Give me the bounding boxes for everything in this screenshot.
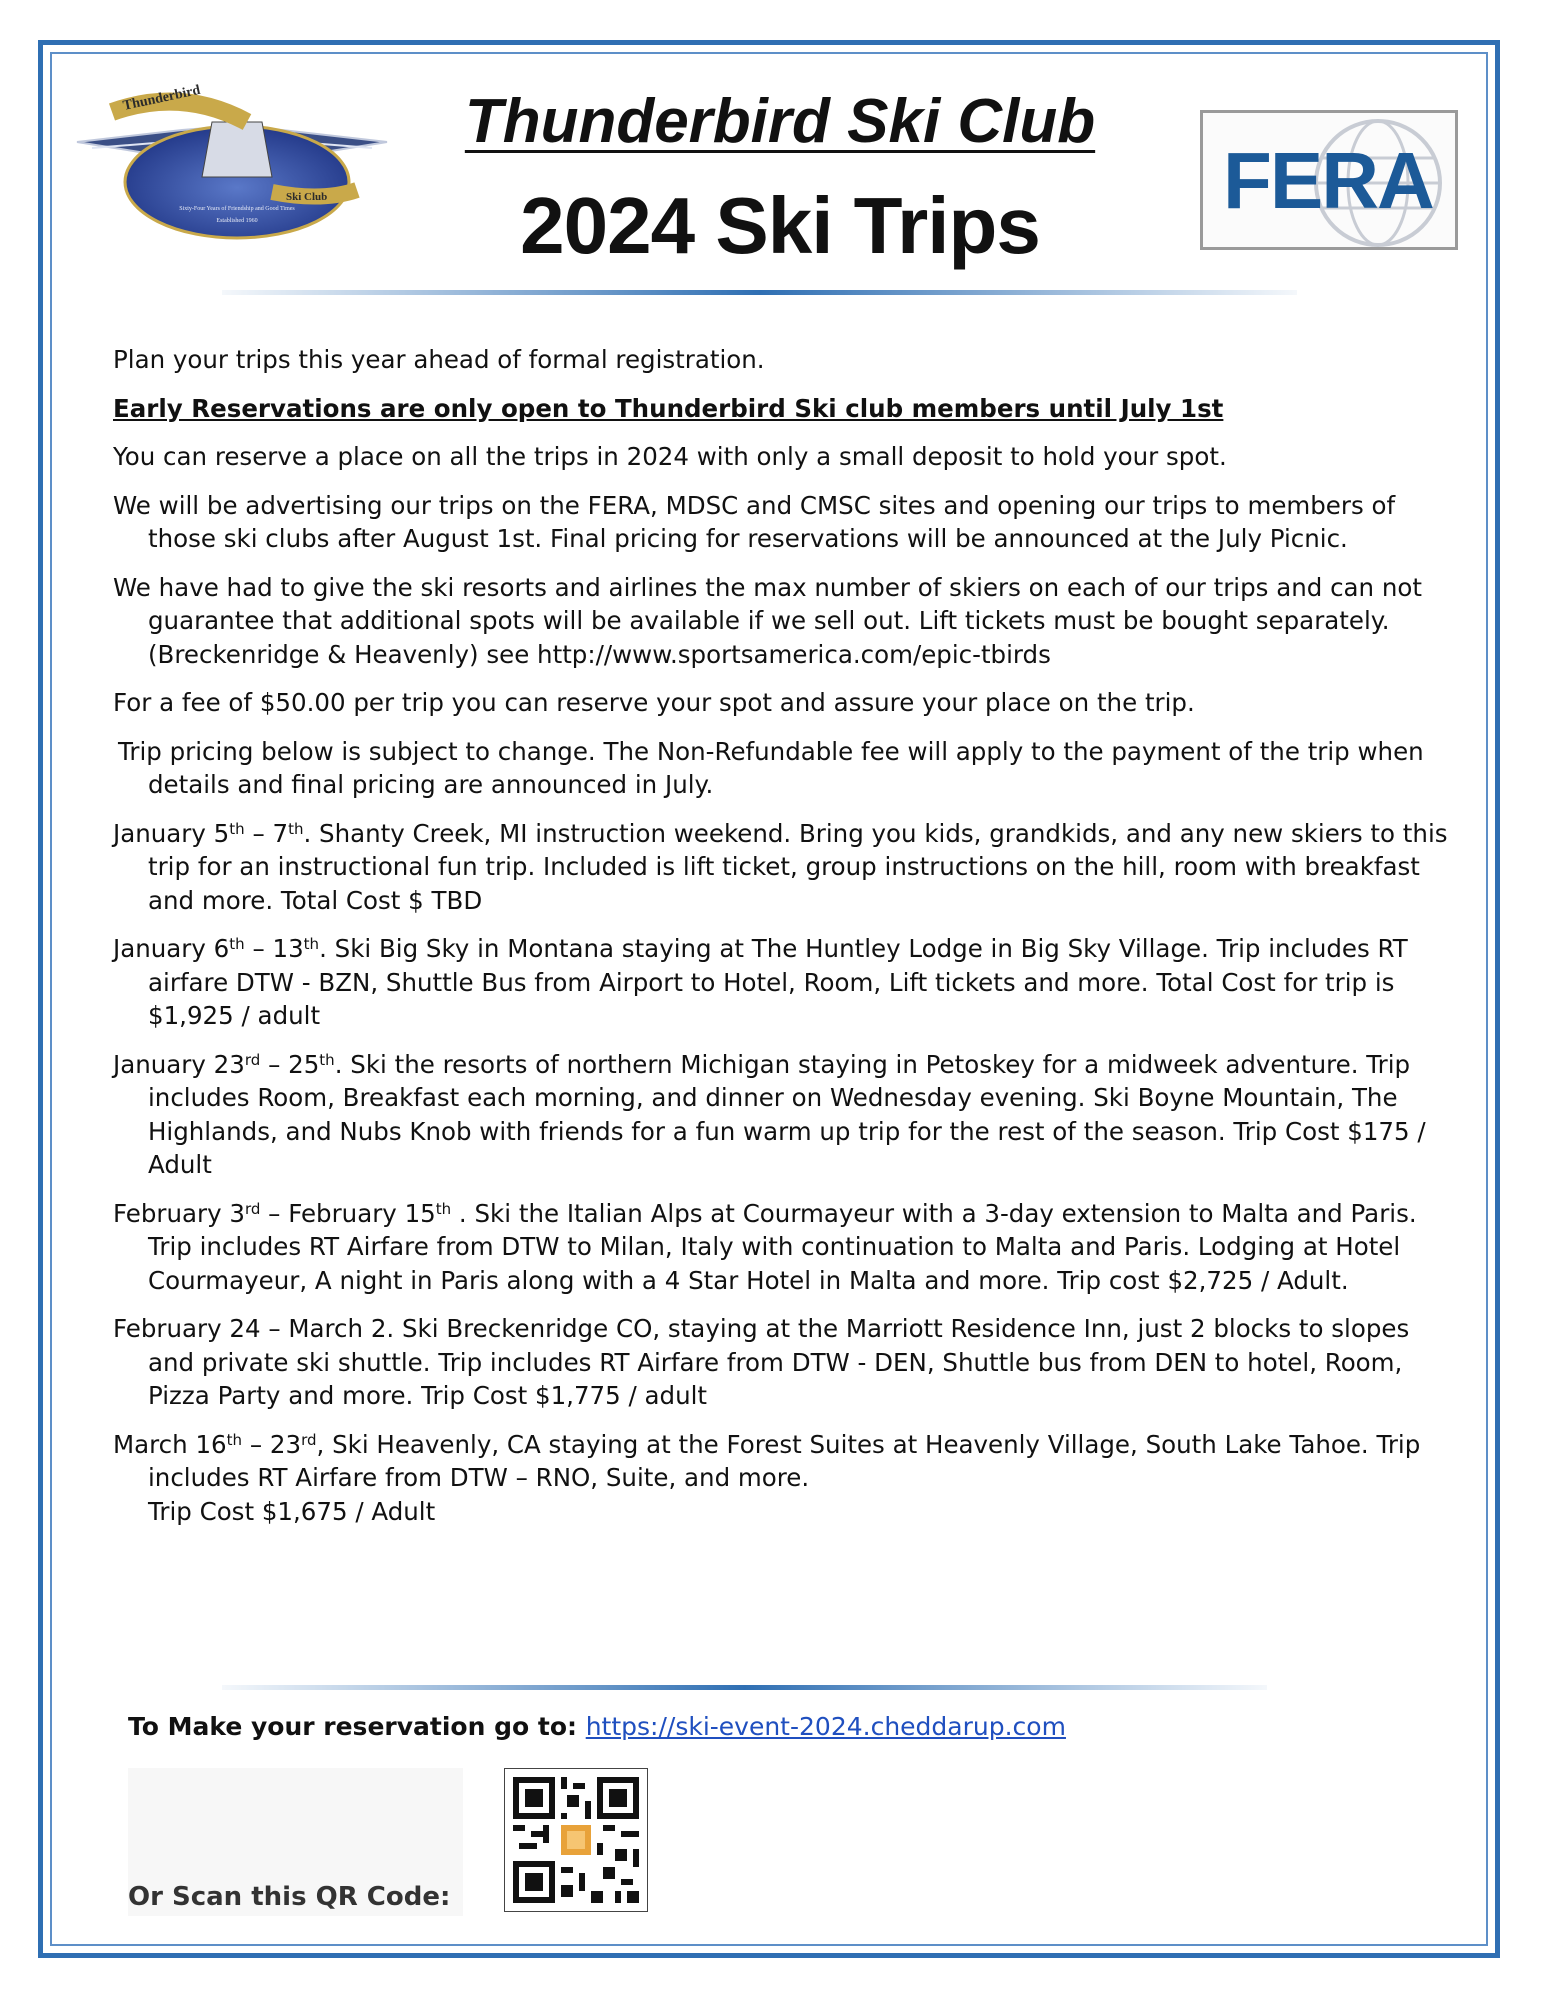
reservation-line bbox=[128, 1712, 1066, 1741]
fee-paragraph: For a fee of $50.00 per trip you can reserve your spot and assure your place on the trip. bbox=[113, 688, 1195, 717]
trip-petoskey: January 23rd – 25th. Ski the resorts of northern Michigan staying in Petoskey for a midweek adventure. Trip includes Room, Breakfast each morning, and dinner on Wednesday evening. Ski Boyne Mountain, The Highlands, and Nubs Knob with friends for a fun warm up trip for the rest of the season. Trip Cost $175 / Adult bbox=[113, 1049, 1426, 1179]
top-divider bbox=[222, 290, 1297, 295]
early-reservation-notice: Early Reservations are only open to Thunderbird Ski club members until July 1st bbox=[113, 393, 1224, 423]
trip-breckenridge: February 24 – March 2. Ski Breckenridge CO, staying at the Marriott Residence Inn, just 2 blocks to slopes and private ski shuttle. Trip includes RT Airfare from DTW - DEN, Shuttle bus from DEN to hotel, Room, Pizza Party and more. Trip Cost $1,775 / adult bbox=[113, 1314, 1410, 1410]
capacity-paragraph: We have had to give the ski resorts and airlines the max number of skiers on each of our trips and can not guarantee that additional spots will be available if we sell out. Lift tickets must be bought separately. (Breckenridge & Heavenly) see http://www.sportsamerica.com/epic-tbirds bbox=[113, 572, 1422, 669]
logo-tagline-text: Sixty-Four Years of Friendship and Good Times bbox=[179, 206, 295, 212]
advertising-paragraph: We will be advertising our trips on the FERA, MDSC and CMSC sites and opening our trips to members of those ski clubs after August 1st. Final pricing for reservations will be announced at the July Picnic. bbox=[113, 490, 1396, 553]
fera-logo bbox=[1200, 110, 1458, 250]
trip-heavenly-cost: Trip Cost $1,675 / Adult bbox=[148, 1496, 436, 1526]
reservation-label: To Make your reservation go to: bbox=[128, 1712, 586, 1741]
logo-name-text: Thunderbird bbox=[121, 82, 202, 114]
page-title: 2024 Ski Trips bbox=[520, 181, 1040, 270]
qr-code-icon bbox=[513, 1777, 639, 1903]
reservation-link[interactable]: https://ski-event-2024.cheddarup.com bbox=[585, 1712, 1066, 1741]
trip-heavenly: March 16th – 23rd, Ski Heavenly, CA staying at the Forest Suites at Heavenly Village, South Lake Tahoe. Trip includes RT Airfare from DTW – RNO, Suite, and more. Trip Cost $1,675 / Adult bbox=[113, 1429, 1421, 1526]
scan-qr-label: Or Scan this QR Code: bbox=[128, 1882, 451, 1912]
trip-content bbox=[113, 343, 1463, 1543]
qr-code[interactable] bbox=[504, 1768, 648, 1912]
club-title: Thunderbird Ski Club bbox=[464, 87, 1096, 156]
logo-ribbon-text: Ski Club bbox=[286, 191, 328, 203]
trip-big-sky: January 6th – 13th. Ski Big Sky in Montana staying at The Huntley Lodge in Big Sky Village. Trip includes RT airfare DTW - BZN, Shuttle Bus from Airport to Hotel, Room, Lift tickets and more. Total Cost for trip is $1,925 / adult bbox=[113, 934, 1408, 1030]
fera-logo-text: FERA bbox=[1223, 136, 1433, 225]
bottom-divider bbox=[222, 1685, 1267, 1690]
trip-shanty-creek: January 5th – 7th. Shanty Creek, MI instruction weekend. Bring you kids, grandkids, and any new skiers to this trip for an instructional fun trip. Included is lift ticket, group instructions on the hill, room with breakfast and more. Total Cost $ TBD bbox=[113, 818, 1448, 915]
intro-paragraph: Plan your trips this year ahead of formal registration. bbox=[113, 345, 765, 374]
trip-italian-alps: February 3rd – February 15th . Ski the Italian Alps at Courmayeur with a 3-day extension to Malta and Paris. Trip includes RT Airfare from DTW to Milan, Italy with continuation to Malta and Paris. Lodging at Hotel Courmayeur, A night in Paris along with a 4 Star Hotel in Malta and more. Trip cost $2,725 / Adult. bbox=[113, 1198, 1417, 1295]
thunderbird-logo bbox=[72, 82, 392, 242]
logo-est-text: Established 1960 bbox=[216, 218, 258, 224]
pricing-paragraph: Trip pricing below is subject to change. The Non-Refundable fee will apply to the payment of the trip when details and final pricing are announced in July. bbox=[118, 736, 1424, 799]
deposit-paragraph: You can reserve a place on all the trips in 2024 with only a small deposit to hold your spot. bbox=[113, 442, 1227, 471]
